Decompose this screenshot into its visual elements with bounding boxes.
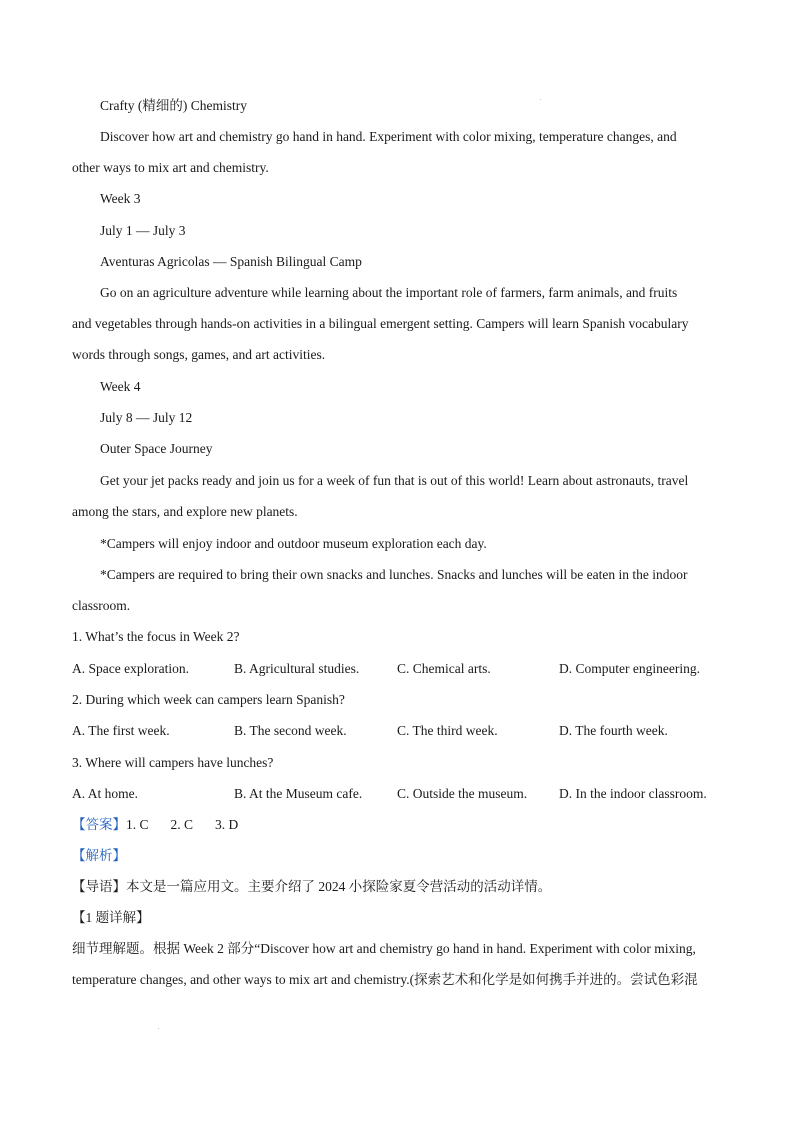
week4-dates: July 8 — July 12: [100, 410, 193, 425]
scan-speck: [158, 1028, 159, 1029]
question-2-stem: 2. During which week can campers learn Spanish?: [72, 692, 345, 707]
week3-label: Week 3: [100, 191, 141, 206]
week2-desc-line-2: other ways to mix art and chemistry.: [72, 160, 269, 175]
week2-desc-line-1: Discover how art and chemistry go hand in hand. Experiment with color mixing, temperature changes, and: [100, 129, 677, 144]
question-1-option-a: A. Space exploration.: [72, 661, 189, 676]
question-2-option-c: C. The third week.: [397, 723, 498, 738]
analysis-tag: 【解析】: [72, 848, 126, 863]
note-1: *Campers will enjoy indoor and outdoor museum exploration each day.: [100, 536, 487, 551]
week2-title: Crafty (精细的) Chemistry: [100, 98, 247, 113]
week3-desc-line-1: Go on an agriculture adventure while learning about the important role of farmers, farm animals, and fruits: [100, 285, 678, 300]
scan-speck: [540, 99, 541, 100]
week4-desc-line-1: Get your jet packs ready and join us for a week of fun that is out of this world! Learn about astronauts, travel: [100, 473, 689, 488]
question-3-option-b: B. At the Museum cafe.: [234, 786, 363, 801]
question-1-option-d: D. Computer engineering.: [559, 661, 700, 676]
week3-desc-line-2: and vegetables through hands-on activities in a bilingual emergent setting. Campers will learn Spanish vocabulary: [72, 316, 689, 331]
answer-tag: 【答案】: [72, 817, 126, 832]
answer-item: 1. C: [126, 817, 149, 832]
question-2-option-a: A. The first week.: [72, 723, 170, 738]
q1-detail-tag: 【1 题详解】: [72, 910, 150, 925]
question-1-stem: 1. What’s the focus in Week 2?: [72, 629, 240, 644]
week4-title: Outer Space Journey: [100, 441, 213, 456]
q1-detail-line-1: 细节理解题。根据 Week 2 部分“Discover how art and chemistry go hand in hand. Experiment with color mixing,: [72, 941, 696, 956]
question-3-stem: 3. Where will campers have lunches?: [72, 755, 274, 770]
question-1-option-c: C. Chemical arts.: [397, 661, 491, 676]
question-3-option-a: A. At home.: [72, 786, 138, 801]
question-3-option-c: C. Outside the museum.: [397, 786, 528, 801]
question-3-option-d: D. In the indoor classroom.: [559, 786, 707, 801]
week4-label: Week 4: [100, 379, 141, 394]
week4-desc-line-2: among the stars, and explore new planets.: [72, 504, 298, 519]
answer-row: [72, 816, 238, 834]
analysis-guide: 【导语】本文是一篇应用文。主要介绍了 2024 小探险家夏令营活动的活动详情。: [72, 879, 552, 894]
week3-desc-line-3: words through songs, games, and art activities.: [72, 347, 326, 362]
note-2-line-1: *Campers are required to bring their own snacks and lunches. Snacks and lunches will be eaten in the indoor: [100, 567, 688, 582]
q1-detail-line-2: temperature changes, and other ways to mix art and chemistry.(探索艺术和化学是如何携手并进的。尝试色彩混: [72, 972, 698, 987]
question-1-option-b: B. Agricultural studies.: [234, 661, 360, 676]
note-2-line-2: classroom.: [72, 598, 131, 613]
answer-item: 2. C: [170, 817, 194, 832]
question-2-option-b: B. The second week.: [234, 723, 347, 738]
week3-dates: July 1 — July 3: [100, 223, 186, 238]
answer-item: 3. D: [215, 817, 239, 832]
question-2-option-d: D. The fourth week.: [559, 723, 668, 738]
week3-title: Aventuras Agricolas — Spanish Bilingual Camp: [100, 254, 362, 269]
